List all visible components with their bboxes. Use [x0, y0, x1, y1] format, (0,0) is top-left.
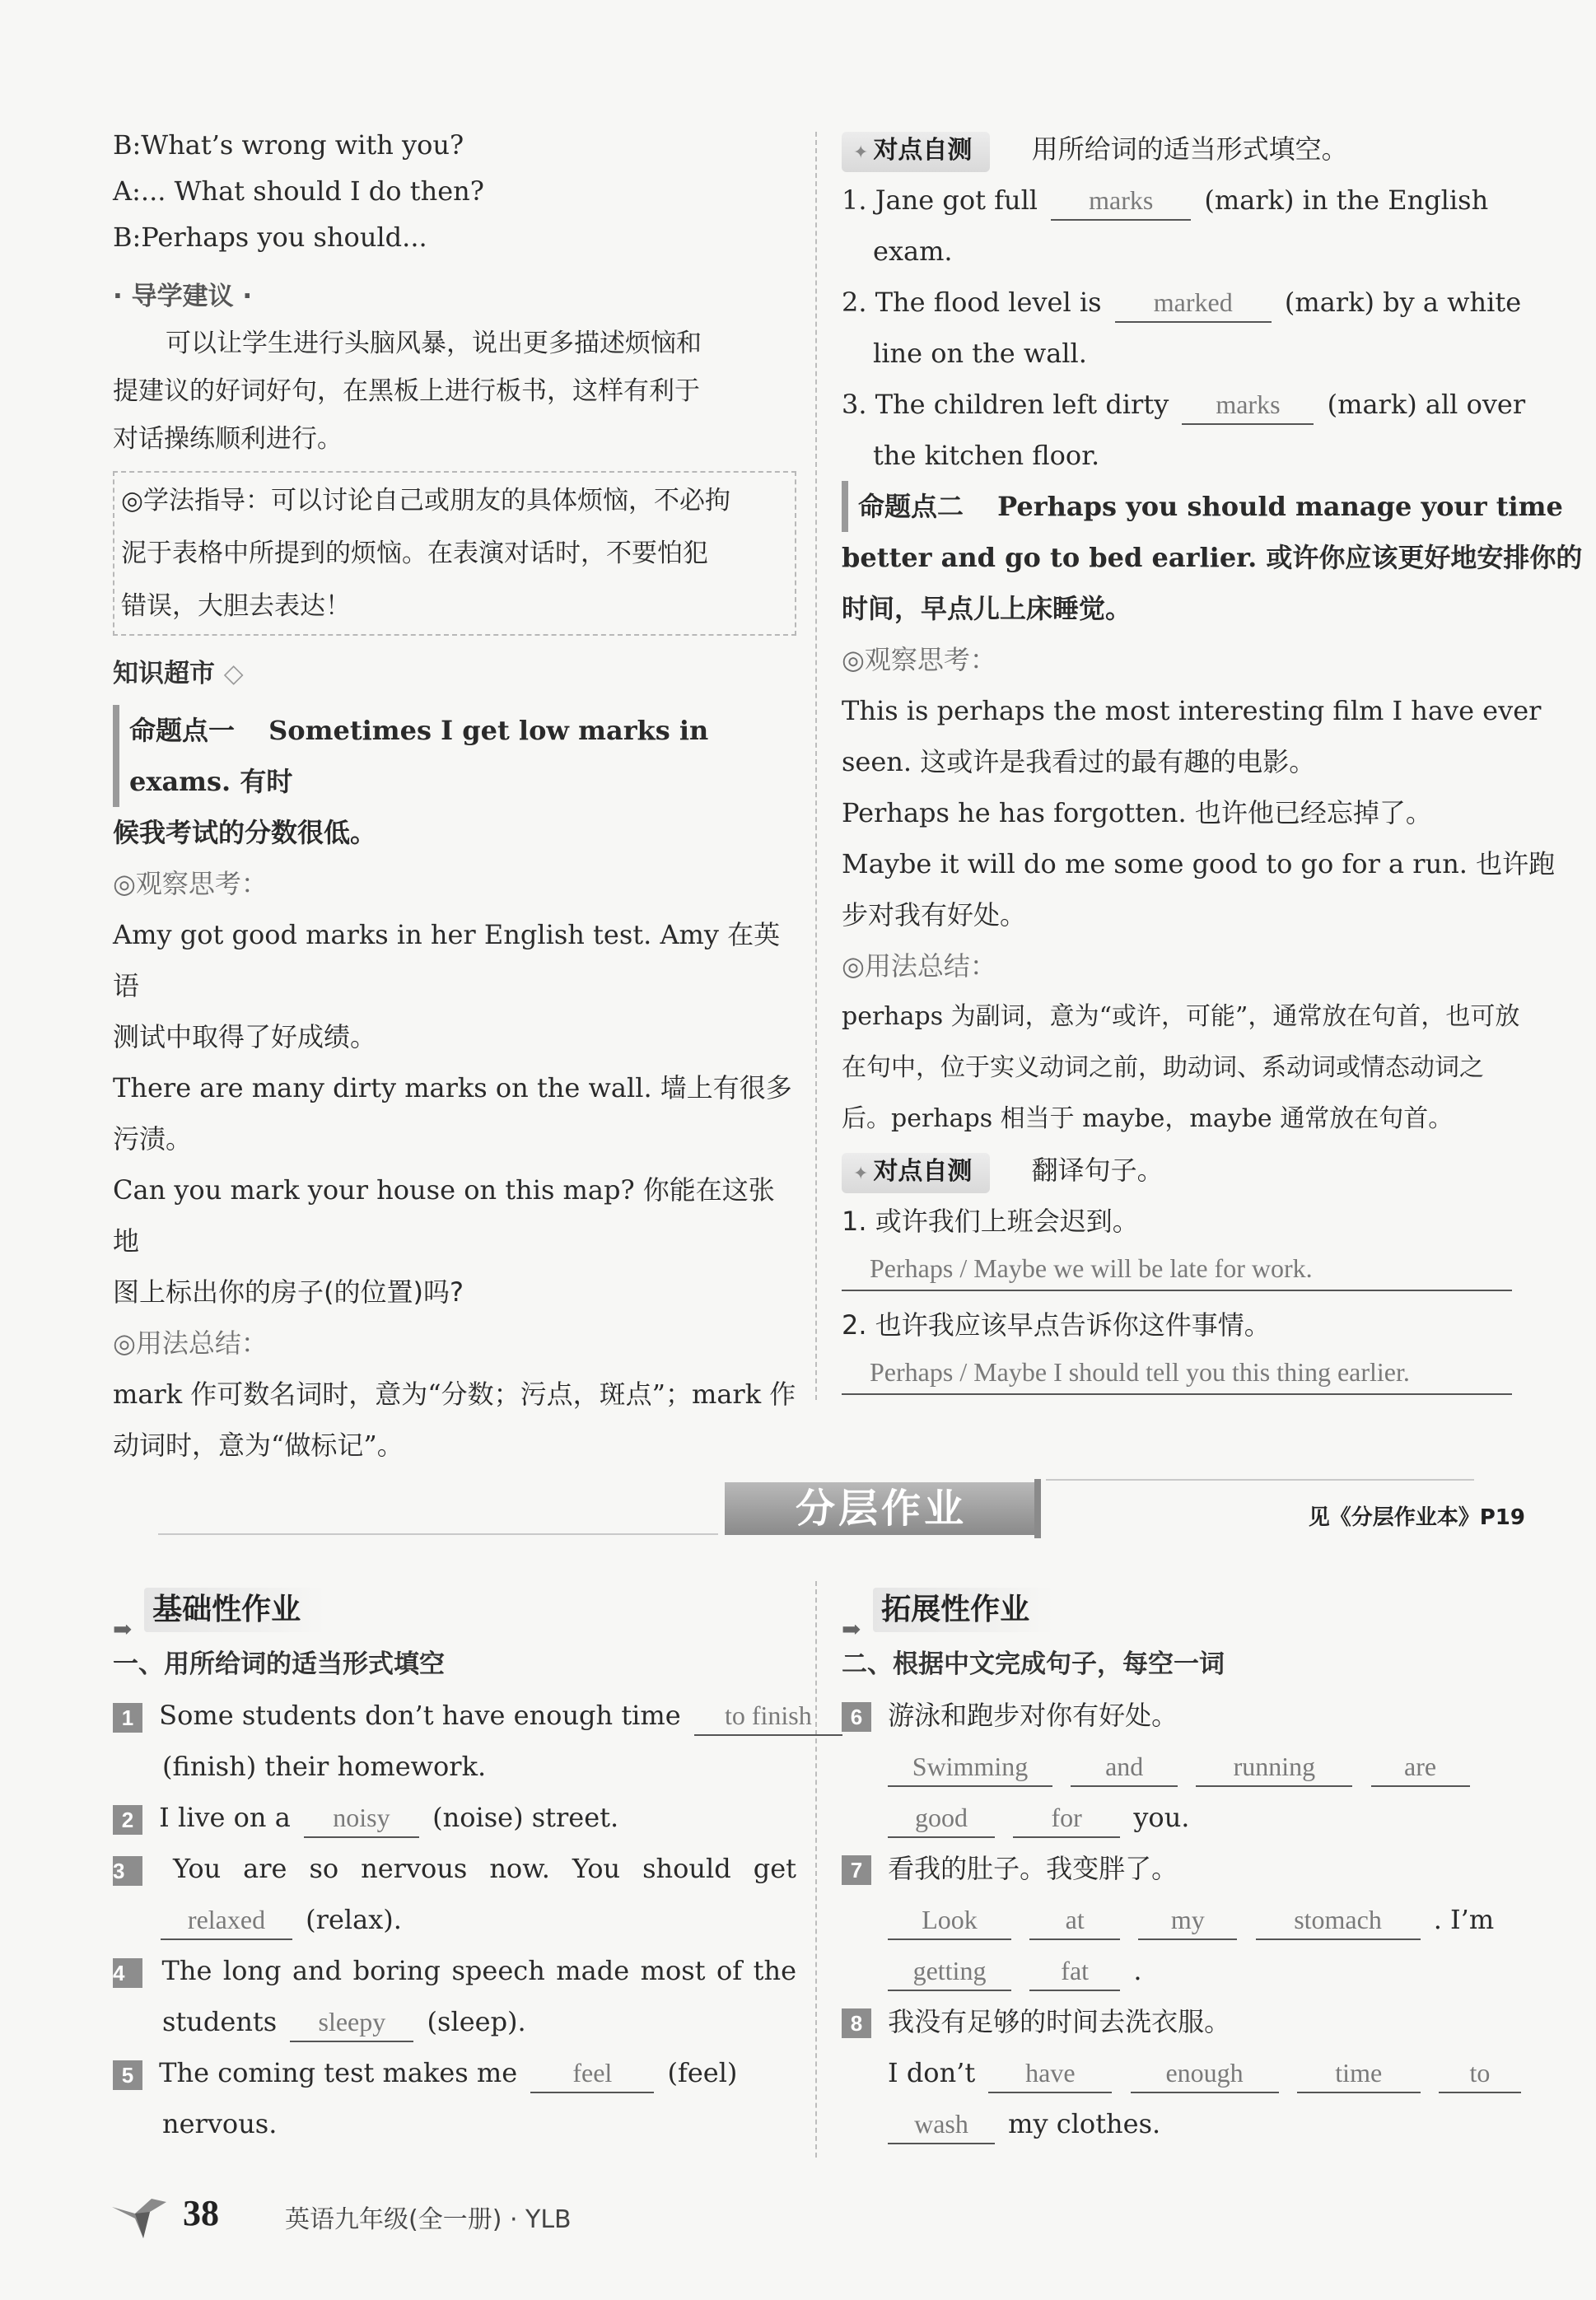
question-1 [842, 175, 1525, 226]
example-line: This is perhaps the most interesting film I have ever [842, 695, 1542, 726]
answer-row [842, 1741, 1525, 1792]
method-box [113, 471, 796, 636]
bird-logo-icon [110, 2190, 168, 2240]
ext-section: 二、根据中文完成句子，每空一词 [842, 1649, 1225, 1679]
method-line: 错误，大胆去表达！ [121, 591, 351, 621]
answer-row [842, 1894, 1525, 1945]
basic-title: 基础性作业 [144, 1588, 325, 1632]
item-text: I live on a [159, 1802, 291, 1833]
column-divider-top [815, 132, 817, 1400]
ext-item-8 [842, 1996, 1525, 2047]
item-text: (relax). [306, 1904, 402, 1935]
basic-item-1 [113, 1690, 812, 1741]
answer-blank: fat [1029, 1952, 1120, 1991]
test2-instruction: 翻译句子。 [1031, 1155, 1164, 1186]
item-text: I don’t [888, 2057, 976, 2088]
example-line: seen. 这或许是我看过的最有趣的电影。 [842, 746, 1316, 777]
dialogue-line: B:What’s wrong with you? [113, 129, 464, 161]
item-cont [113, 1894, 796, 1945]
answer-blank: sleepy [290, 2003, 413, 2042]
example-line: 污渍。 [113, 1123, 193, 1155]
answer-blank: relaxed [161, 1901, 292, 1940]
answer-blank: and [1071, 1747, 1178, 1787]
arrow-icon: ➡ [842, 1615, 861, 1643]
answer-blank: noisy [304, 1798, 419, 1838]
column-divider-bottom [815, 1581, 817, 2158]
item-text: (sleep). [427, 2006, 526, 2037]
answer-row [842, 1792, 1525, 1843]
usage-line: perhaps 为副词，意为“或许，可能”，通常放在句首，也可放 [842, 1002, 1520, 1031]
banner-bar [1034, 1479, 1041, 1538]
point1-line2: 候我考试的分数很低。 [113, 817, 377, 848]
item-text: you. [1133, 1802, 1190, 1833]
observe-label: ◎观察思考： [842, 644, 996, 675]
question-cont: exam. [873, 236, 953, 267]
basic-item-3 [113, 1843, 796, 1894]
ext-item-6 [842, 1690, 1525, 1741]
right-column [842, 124, 1583, 1403]
item-text: (noise) street. [432, 1802, 619, 1833]
answer-blank: at [1029, 1901, 1120, 1940]
basic-title-row [113, 1581, 796, 1643]
test2-tag-label: 对点自测 [873, 1157, 973, 1186]
answer-blank: wash [888, 2105, 995, 2144]
ext-title: 拓展性作业 [873, 1588, 1054, 1632]
guide-title: · 导学建议 · [113, 282, 253, 311]
item-text: 看我的肚子。我变胖了。 [888, 1853, 1178, 1884]
point1-title [113, 705, 796, 807]
item-cont [113, 1996, 796, 2047]
usage-line: 动词时，意为“做标记”。 [113, 1430, 404, 1461]
banner-reference: 见《分层作业本》P19 [1308, 1505, 1525, 1530]
answer-blank: marks [1182, 385, 1314, 425]
example-line: Can you mark your house on this map? 你能在这张地 [113, 1174, 775, 1257]
extension-homework [842, 1581, 1525, 2149]
answer-row [842, 2047, 1525, 2098]
method-line: ◎学法指导：可以讨论自己或朋友的具体烦恼，不必拘 [121, 486, 731, 516]
item-text: You are so nervous now. You should get [172, 1853, 796, 1884]
usage-line: mark 作可数名词时，意为“分数；污点，斑点”；mark 作 [113, 1379, 796, 1410]
method-line: 泥于表格中所提到的烦恼。在表演对话时，不要怕犯 [121, 539, 708, 568]
page-number: 38 [183, 2193, 219, 2233]
dialogue-line: B:Perhaps you should... [113, 222, 427, 253]
answer-row [842, 2098, 1525, 2149]
point2-tag: 命题点二 [858, 491, 964, 522]
basic-item-5 [113, 2047, 796, 2098]
question-3 [842, 379, 1525, 430]
test2-tag [842, 1153, 990, 1193]
point2-line1: Perhaps you should manage your time [997, 491, 1563, 522]
point1-line1: Sometimes I get low marks in exams. 有时 [129, 715, 709, 797]
basic-section: 一、用所给词的适当形式填空 [113, 1649, 445, 1679]
item-text: Some students don’t have enough time [159, 1700, 681, 1731]
left-column [113, 122, 796, 1471]
item-text: 游泳和跑步对你有好处。 [888, 1700, 1178, 1731]
point2-title [842, 481, 1563, 532]
arrow-icon: ➡ [113, 1615, 133, 1643]
test2-header [842, 1145, 1525, 1196]
test1-header [842, 124, 1525, 175]
question-2 [842, 277, 1525, 328]
point1-tag: 命题点一 [129, 715, 236, 746]
answer-blank: stomach [1256, 1901, 1421, 1940]
ext-title-row [842, 1581, 1525, 1643]
basic-item-4 [113, 1945, 796, 1996]
answer-blank: feel [530, 2054, 654, 2093]
question-text: (mark) by a white [1284, 287, 1522, 318]
usage-line: 在句中，位于实义动词之前，助动词、系动词或情态动词之 [842, 1053, 1484, 1082]
answer-blank: are [1371, 1747, 1470, 1787]
banner-rule-left [158, 1533, 718, 1535]
point2-line2: better and go to bed earlier. 或许你应该更好地安排你的 [842, 542, 1583, 573]
answer-blank: time [1297, 2054, 1421, 2093]
answer-row [842, 1945, 1525, 1996]
item-number: 1 [113, 1703, 142, 1733]
ext-item-7 [842, 1843, 1525, 1894]
answer-blank: marks [1051, 181, 1191, 221]
example-line: 测试中取得了好成绩。 [113, 1021, 377, 1052]
knowledge-title: 知识超市 [113, 659, 215, 688]
example-line: 图上标出你的房子(的位置)吗? [113, 1276, 464, 1308]
basic-homework [113, 1581, 812, 2149]
item-number: 4 [113, 1958, 142, 1988]
item-text: students [162, 2006, 278, 2037]
star-icon: ✦ [853, 142, 869, 163]
answer-blank: Look [888, 1901, 1011, 1940]
answer-blank: to [1439, 2054, 1521, 2093]
question-text: 1. Jane got full [842, 184, 1038, 216]
item-number: 2 [113, 1805, 142, 1835]
knowledge-heading [113, 651, 796, 697]
item-text: The coming test makes me [159, 2057, 518, 2088]
test1-tag [842, 132, 990, 172]
banner-rule-right [1046, 1479, 1474, 1481]
item-number: 5 [113, 2060, 142, 2090]
item-number: 8 [842, 2008, 871, 2038]
answer-blank: getting [888, 1952, 1011, 1991]
dialogue-line: A:... What should I do then? [113, 175, 484, 207]
test1-tag-label: 对点自测 [873, 136, 973, 165]
item-number: 6 [842, 1702, 871, 1732]
test1-instruction: 用所给词的适当形式填空。 [1031, 133, 1348, 165]
item-text: . I’m [1433, 1904, 1495, 1935]
translate-q1: 1. 或许我们上班会迟到。 [842, 1206, 1139, 1237]
homework-banner: 分层作业 [725, 1482, 1038, 1535]
answer-blank: Swimming [888, 1747, 1052, 1787]
book-title: 英语九年级(全一册) · YLB [285, 2205, 572, 2234]
question-text: 3. The children left dirty [842, 389, 1169, 420]
answer-blank: running [1196, 1747, 1352, 1787]
guide-line: 提建议的好词好句，在黑板上进行板书，这样有利于 [113, 376, 700, 406]
answer-blank: my [1138, 1901, 1237, 1940]
guide-line: 可以让学生进行头脑风暴，说出更多描述烦恼和 [166, 329, 702, 358]
item-cont: nervous. [162, 2108, 278, 2139]
star-icon: ✦ [853, 1164, 869, 1184]
item-text: (feel) [667, 2057, 738, 2088]
item-cont: (finish) their homework. [162, 1751, 487, 1782]
answer-blank: marked [1115, 283, 1272, 323]
guide-text [113, 320, 796, 463]
question-cont: line on the wall. [873, 338, 1087, 369]
example-line: Maybe it will do me some good to go for a run. 也许跑 [842, 848, 1556, 879]
question-text: 2. The flood level is [842, 287, 1102, 318]
translate-answer-2: Perhaps / Maybe I should tell you this thing earlier. [842, 1351, 1512, 1395]
item-text: 我没有足够的时间去洗衣服。 [888, 2006, 1231, 2037]
example-line: Perhaps he has forgotten. 也许他已经忘掉了。 [842, 797, 1432, 828]
answer-blank: for [1013, 1798, 1120, 1838]
item-number: 7 [842, 1855, 871, 1885]
usage-label: ◎用法总结： [113, 1327, 268, 1359]
answer-blank: good [888, 1798, 995, 1838]
answer-blank: enough [1131, 2054, 1279, 2093]
question-cont: the kitchen floor. [873, 440, 1100, 471]
question-text: (mark) all over [1327, 389, 1526, 420]
observe-label: ◎观察思考： [113, 868, 268, 899]
item-text: my clothes. [1008, 2108, 1161, 2139]
point2-line3: 时间，早点儿上床睡觉。 [842, 593, 1132, 624]
example-line: There are many dirty marks on the wall. 墙上有很多 [113, 1072, 792, 1103]
example-line: 步对我有好处。 [842, 899, 1027, 931]
item-number: 3 [113, 1856, 142, 1886]
example-line: Amy got good marks in her English test. Amy 在英语 [113, 919, 781, 1001]
diamond-icon: ◇ [223, 659, 244, 688]
basic-item-2 [113, 1792, 796, 1843]
item-text: . [1133, 1955, 1142, 1986]
answer-blank: have [988, 2054, 1112, 2093]
question-text: (mark) in the English [1204, 184, 1489, 216]
guide-line: 对话操练顺利进行。 [113, 424, 343, 454]
translate-answer-1: Perhaps / Maybe we will be late for work. [842, 1247, 1512, 1291]
usage-line: 后。perhaps 相当于 maybe，maybe 通常放在句首。 [842, 1104, 1454, 1133]
item-text: The long and boring speech made most of the [161, 1955, 796, 1986]
usage-label: ◎用法总结： [842, 950, 996, 982]
translate-q2: 2. 也许我应该早点告诉你这件事情。 [842, 1309, 1271, 1341]
answer-blank: to finish [694, 1696, 842, 1736]
